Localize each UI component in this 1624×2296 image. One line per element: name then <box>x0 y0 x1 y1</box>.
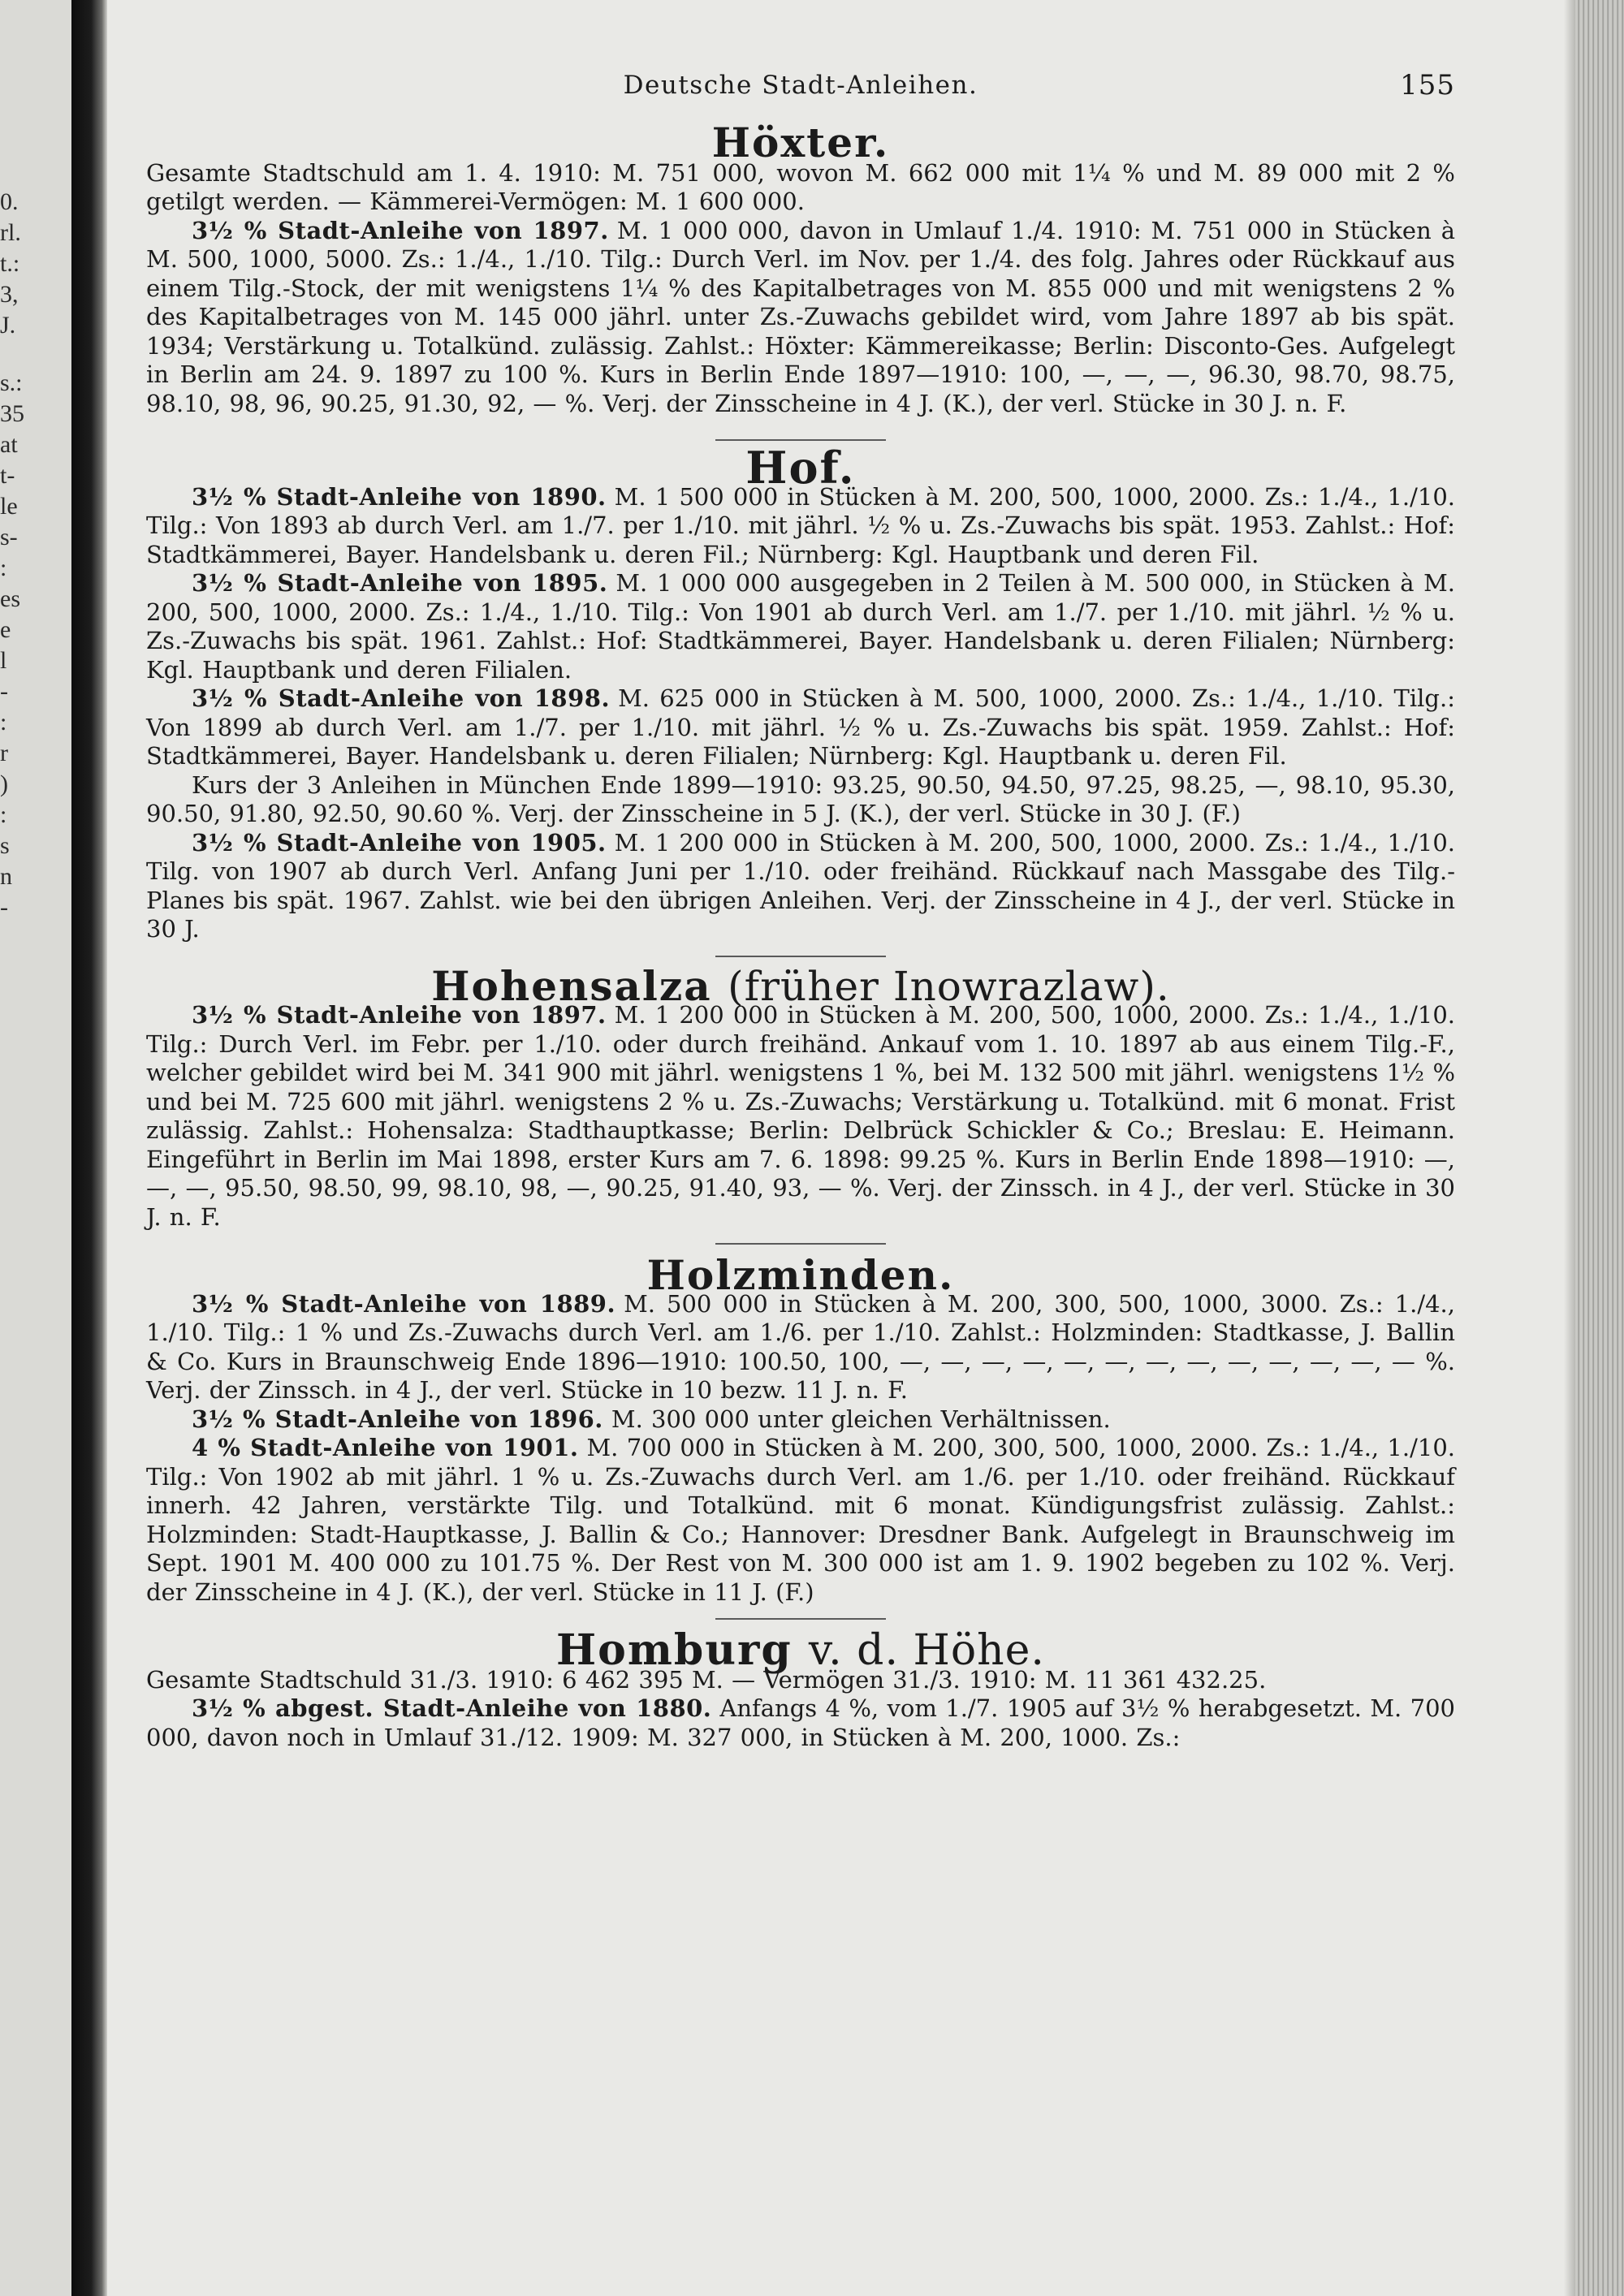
loan-title: 3½ % Stadt-Anleihe von 1895. <box>192 569 608 597</box>
loan-entry <box>146 1405 1455 1435</box>
loan-entry <box>146 1694 1455 1752</box>
page-edge-shadow <box>1564 0 1575 2296</box>
section-divider <box>715 1618 886 1620</box>
loan-title: 3½ % Stadt-Anleihe von 1897. <box>192 216 609 244</box>
loan-title: 3½ % Stadt-Anleihe von 1898. <box>192 684 611 712</box>
price-history-hof <box>146 771 1455 829</box>
running-head-title: Deutsche Stadt-Anleihen. <box>623 71 978 100</box>
margin-fragment: : <box>0 555 7 581</box>
heading-subtitle: (früher Inowrazlaw). <box>728 962 1170 1010</box>
section-divider <box>715 1243 886 1245</box>
section-holzminden <box>146 1251 1455 1607</box>
margin-fragment: : <box>0 801 7 828</box>
margin-fragment: le <box>0 493 18 520</box>
section-hoexter <box>146 119 1455 418</box>
margin-fragment: - <box>0 894 8 921</box>
loan-text: M. 1 200 000 in Stücken à M. 200, 500, 1000, 2000. Zs.: 1./4., 1./10. Tilg. von 1907 ab durch Verl. Anfang Juni per 1./10. oder freihänd. Rückkauf nach Massgabe des Tilg.-Planes bis spät. 1967. Zahlst. wie bei den übrigen Anleihen. Verj. der Zinsscheine in 4 J., der verl. Stücke in 30 J. <box>146 828 1455 943</box>
loan-text: M. 500 000 in Stücken à M. 200, 300, 500, 1000, 3000. Zs.: 1./4., 1./10. Tilg.: 1 % und Zs.-Zuwachs durch Verl. am 1./6. per 1./10. Zahlst.: Holzminden: Stadtkasse, J. Ballin & Co. Kurs in Braunschweig Ende 1896—1910: 100.50, 100, —, —, —, —, —, —, —, —, —, —, —, —, — %. Verj. der Zinssch. in 4 J., der verl. Stücke in 10 bezw. 11 J. n. F. <box>146 1289 1455 1404</box>
margin-fragment: 0. <box>0 188 19 215</box>
book-page <box>146 71 1455 1752</box>
page-number: 155 <box>1400 69 1455 101</box>
margin-fragment: es <box>0 585 20 612</box>
loan-entry <box>146 1290 1455 1405</box>
loan-text: M. 300 000 unter gleichen Verhältnissen. <box>611 1405 1111 1433</box>
book-binding-shadow <box>71 0 107 2296</box>
loan-text: M. 625 000 in Stücken à M. 500, 1000, 2000. Zs.: 1./4., 1./10. Tilg.: Von 1899 ab durch Verl. am 1./7. per 1./10. mit jährl. ½ % u. Zs.-Zuwachs bis spät. 1959. Zahlst.: Hof: Stadtkämmerei, Bayer. Handelsbank u. deren Filialen; Nürnberg: Kgl. Hauptbank u. deren Fil. <box>146 684 1455 770</box>
page-edges <box>1575 0 1624 2296</box>
debt-summary-hoexter: Gesamte Stadtschuld am 1. 4. 1910: M. 751 000, wovon M. 662 000 mit 1¼ % und M. 89 000 mit 2 % getilgt werden. — Kämmerei-Vermögen: M. 1 600 000. <box>146 158 1455 215</box>
section-divider <box>715 439 886 441</box>
margin-fragment: s <box>0 832 10 859</box>
loan-title: 3½ % Stadt-Anleihe von 1897. <box>192 1001 607 1029</box>
loan-text: M. 1 500 000 in Stücken à M. 200, 500, 1000, 2000. Zs.: 1./4., 1./10. Tilg.: Von 1893 ab durch Verl. am 1./7. per 1./10. mit jährl. ½ % u. Zs.-Zuwachs bis spät. 1953. Zahlst.: Hof: Stadtkämmerei, Bayer. Handelsbank u. deren Fil.; Nürnberg: Kgl. Hauptbank und deren Fil. <box>146 482 1455 568</box>
margin-fragment: r <box>0 740 8 766</box>
section-heading-hohensalza <box>146 961 1455 1010</box>
margin-fragment: l <box>0 647 7 674</box>
section-heading-hof: Hof. <box>745 442 856 494</box>
loan-text: Kurs der 3 Anleihen in München Ende 1899—1910: 93.25, 90.50, 94.50, 97.25, 98.25, —, 98.10, 95.30, 90.50, 91.80, 92.50, 90.60 %. Verj. der Zinsscheine in 5 J. (K.), der verl. Stücke in 30 J. (F.) <box>146 770 1455 827</box>
loan-title: 3½ % abgest. Stadt-Anleihe von 1880. <box>192 1694 712 1722</box>
loan-title: 3½ % Stadt-Anleihe von 1889. <box>192 1289 616 1318</box>
loan-title: 3½ % Stadt-Anleihe von 1905. <box>192 828 607 857</box>
margin-fragment: n <box>0 863 12 890</box>
previous-page-margin <box>0 0 71 2296</box>
section-heading-hoexter: Höxter. <box>711 119 890 166</box>
section-hof <box>146 442 1455 944</box>
heading-subtitle: v. d. Höhe. <box>808 1626 1045 1675</box>
loan-entry <box>146 1434 1455 1607</box>
loan-text: M. 1 000 000, davon in Umlauf 1./4. 1910: M. 751 000 in Stücken à M. 500, 1000, 5000. Zs.: 1./4., 1./10. Tilg.: Durch Verl. im Nov. per 1./4. des folg. Jahres oder Rückkauf aus einem Tilg.-Stock, der mit wenigstens 1¼ % des Kapitalbetrages von M. 855 000 und mit wenigstens 2 % des Kapitalbetrages von M. 145 000 jährl. unter Zs.-Zuwachs gebildet wird, vom Jahre 1897 ab bis spät. 1934; Verstärkung u. Totalkünd. zulässig. Zahlst.: Höxter: Kämmereikasse; Berlin: Disconto-Ges. Aufgelegt in Berlin am 24. 9. 1897 zu 100 %. Kurs in Berlin Ende 1897—1910: 100, —, —, —, 96.30, 98.70, 98.75, 98.10, 98, 96, 90.25, 91.30, 92, — %. Verj. der Zinsscheine in 4 J. (K.), der verl. Stücke in 30 J. n. F. <box>146 216 1455 417</box>
margin-fragment: t- <box>0 462 15 489</box>
margin-fragment: s- <box>0 524 18 550</box>
loan-text: Anfangs 4 %, vom 1./7. 1905 auf 3½ % herabgesetzt. M. 700 000, davon noch in Umlauf 31./12. 1909: M. 327 000, in Stücken à M. 200, 1000. Zs.: <box>146 1694 1456 1751</box>
section-heading-holzminden: Holzminden. <box>646 1251 955 1299</box>
debt-summary-homburg: Gesamte Stadtschuld 31./3. 1910: 6 462 395 M. — Vermögen 31./3. 1910: M. 11 361 432.25. <box>146 1665 1267 1694</box>
margin-fragment: at <box>0 431 18 458</box>
loan-entry <box>146 217 1455 419</box>
loan-text: M. 1 000 000 ausgegeben in 2 Teilen à M. 500 000, in Stücken à M. 200, 500, 1000, 2000. Zs.: 1./4., 1./10. Tilg.: Von 1901 ab durch Verl. am 1./7. per 1./10. mit jährl. ½ % u. Zs.-Zuwachs bis spät. 1961. Zahlst.: Hof: Stadtkämmerei, Bayer. Handelsbank u. deren Filialen; Nürnberg: Kgl. Hauptbank und deren Filialen. <box>146 569 1455 684</box>
margin-fragment: s.: <box>0 369 23 396</box>
loan-title: 3½ % Stadt-Anleihe von 1896. <box>192 1405 603 1433</box>
loan-title: 3½ % Stadt-Anleihe von 1890. <box>192 482 607 511</box>
loan-entry <box>146 483 1455 570</box>
margin-fragment: : <box>0 709 7 736</box>
margin-fragment: 3, <box>0 281 19 308</box>
heading-city: Homburg <box>556 1625 793 1675</box>
margin-fragment: rl. <box>0 219 21 246</box>
section-homburg <box>146 1625 1456 1752</box>
margin-fragment: J. <box>0 312 16 339</box>
loan-text: M. 1 200 000 in Stücken à M. 200, 500, 1000, 2000. Zs.: 1./4., 1./10. Tilg.: Durch Verl. im Febr. per 1./10. oder durch freihänd. Ankauf vom 1. 10. 1897 ab aus einem Tilg.-F., welcher gebildet wird bei M. 341 900 mit jährl. wenigstens 1 %, bei M. 132 500 mit jährl. wenigstens 1½ % und bei M. 725 600 mit jährl. wenigstens 2 % u. Zs.-Zuwachs; Verstärkung u. Totalkünd. mit 6 monat. Frist zulässig. Zahlst.: Hohensalza: Stadthauptkasse; Berlin: Delbrück Schickler & Co.; Breslau: E. Heimann. Eingeführt in Berlin im Mai 1898, erster Kurs am 7. 6. 1898: 99.25 %. Kurs in Berlin Ende 1898—1910: —, —, —, 95.50, 98.50, 99, 98.10, 98, —, 90.25, 91.40, 93, — %. Verj. der Zinssch. in 4 J., der verl. Stücke in 30 J. n. F. <box>146 1001 1455 1231</box>
margin-fragment: t.: <box>0 250 20 277</box>
running-head <box>146 71 1455 120</box>
loan-entry <box>146 569 1455 684</box>
margin-fragment: ) <box>0 770 8 797</box>
margin-fragment: - <box>0 678 8 705</box>
heading-city: Hohensalza <box>431 961 712 1010</box>
loan-entry <box>146 829 1455 944</box>
loan-entry <box>146 684 1455 771</box>
section-heading-homburg <box>146 1625 1455 1675</box>
loan-text: M. 700 000 in Stücken à M. 200, 300, 500, 1000, 2000. Zs.: 1./4., 1./10. Tilg.: Von 1902 ab mit jährl. 1 % u. Zs.-Zuwachs durch Verl. am 1./6. per 1./10. oder freihänd. Rückkauf innerh. 42 Jahren, verstärkte Tilg. und Totalkünd. mit 6 monat. Kündigungsfrist zulässig. Zahlst.: Holzminden: Stadt-Hauptkasse, J. Ballin & Co.; Hannover: Dresdner Bank. Aufgelegt in Braunschweig im Sept. 1901 M. 400 000 zu 101.75 %. Der Rest von M. 300 000 ist am 1. 9. 1902 begeben zu 102 %. Verj. der Zinsscheine in 4 J. (K.), der verl. Stücke in 11 J. (F.) <box>146 1434 1455 1606</box>
loan-title: 4 % Stadt-Anleihe von 1901. <box>192 1434 579 1461</box>
section-hohensalza <box>146 961 1455 1232</box>
loan-entry <box>146 1001 1455 1232</box>
margin-fragment: e <box>0 616 11 643</box>
margin-fragment: 35 <box>0 400 24 427</box>
section-divider <box>715 956 886 957</box>
